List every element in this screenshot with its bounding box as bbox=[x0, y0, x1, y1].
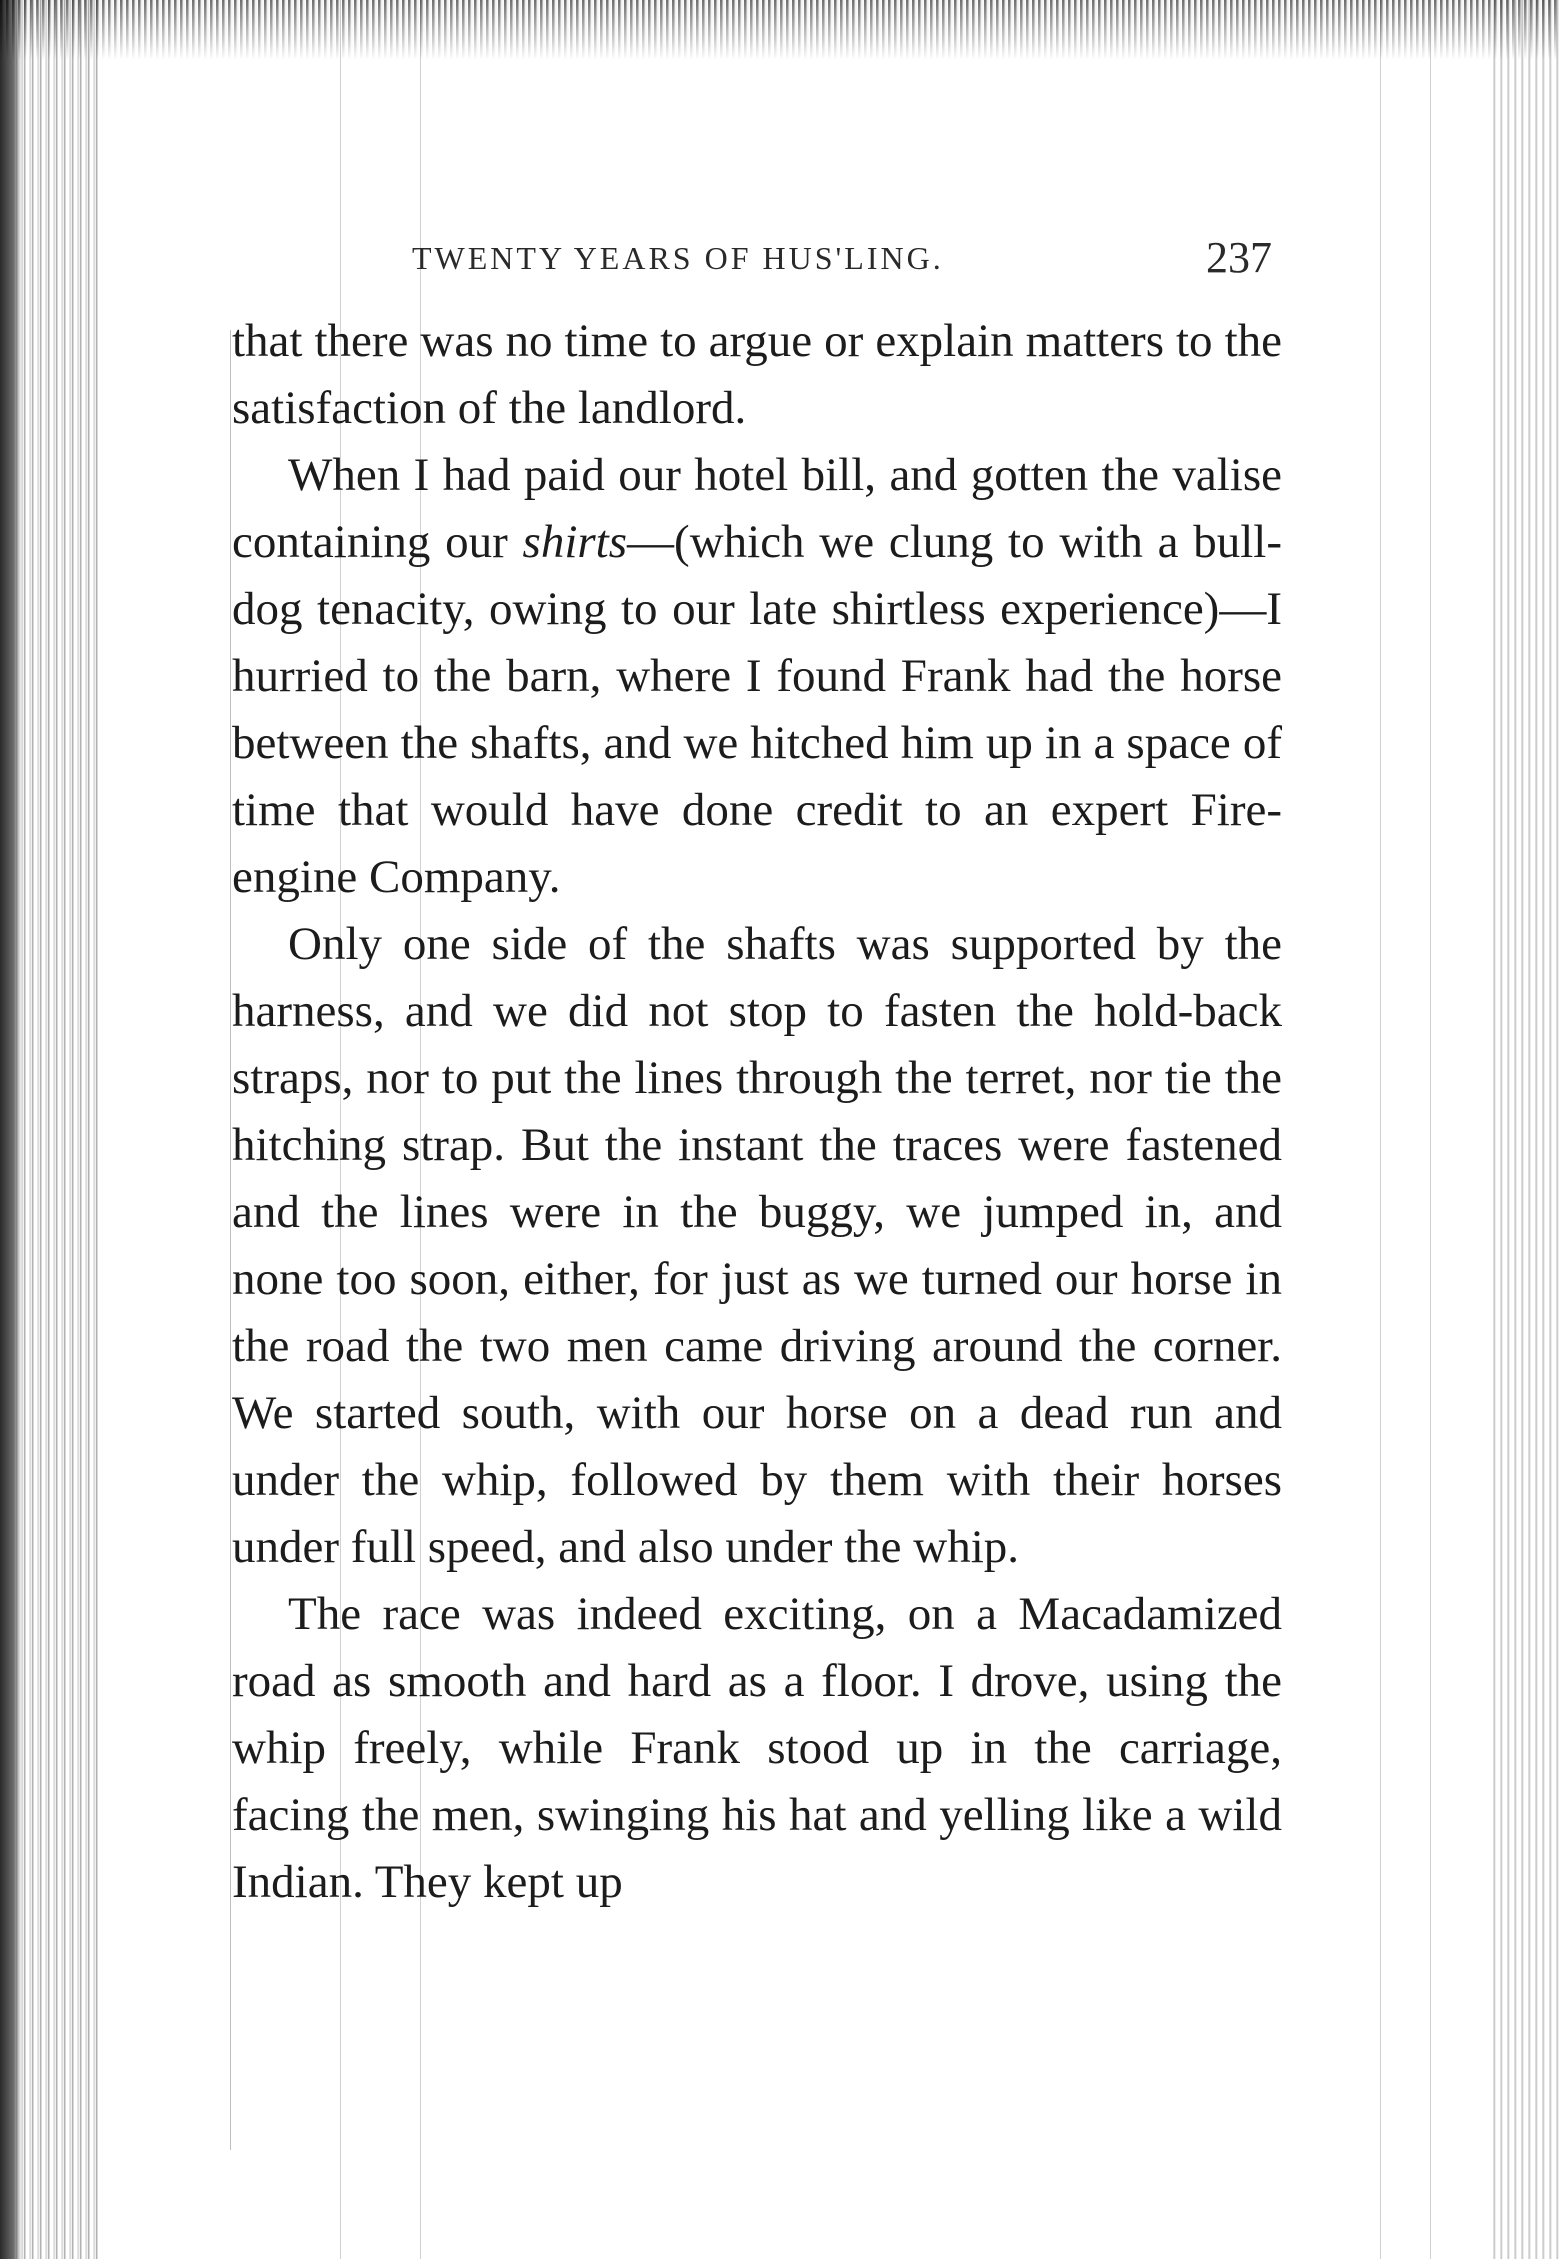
paragraph-continuation bbox=[232, 308, 1282, 442]
paragraph-race bbox=[232, 1581, 1282, 1916]
scan-streak bbox=[1430, 0, 1431, 2259]
paragraph-text: Only one side of the shafts was supported by the harness, and we did not stop to fasten the hold-back straps, nor to put the lines through the terret, nor tie the hitching strap. But the instant the traces were fastened and the lines were in the buggy, we jumped in, and none too soon, either, for just as we turned our horse in the road the two men came driving around the corner. We started south, with our horse on a dead run and under the whip, followed by them with their horses under full speed, and also under the whip. bbox=[232, 918, 1282, 1573]
paragraph-text: The race was indeed exciting, on a Macadamized road as smooth and hard as a floor. I drove, using the whip freely, while Frank stood up in the carriage, facing the men, swinging his hat and yelling like a wild Indian. They kept up bbox=[232, 1588, 1282, 1908]
scan-edge-right bbox=[1489, 0, 1559, 2259]
running-title: TWENTY YEARS OF HUS'LING. bbox=[412, 240, 944, 276]
paragraph-shafts bbox=[232, 911, 1282, 1581]
paragraph-text: that there was no time to argue or explain matters to the satisfaction of the landlord. bbox=[232, 315, 1282, 434]
paragraph-hotel-bill bbox=[232, 442, 1282, 911]
running-head bbox=[232, 233, 1282, 300]
paragraph-text: —(which we clung to with a bull-dog tenacity, owing to our late shirtless experience)—I hurried to the barn, where I found Frank had the horse between the shafts, and we hitched him up in a space of time that would have done credit to an expert Fire-engine Company. bbox=[232, 516, 1282, 903]
scan-edge-top bbox=[0, 0, 1559, 60]
book-page bbox=[232, 233, 1282, 1916]
italic-word-shirts: shirts bbox=[522, 516, 628, 568]
scan-shadow-left bbox=[0, 0, 22, 2259]
scan-streak bbox=[1380, 0, 1381, 2259]
page-number: 237 bbox=[1206, 233, 1272, 282]
scan-margin-line bbox=[230, 330, 231, 2150]
paragraph-text: When I had paid our hotel bill, and gotten the valise containing our bbox=[232, 449, 1282, 568]
body-text bbox=[232, 308, 1282, 1916]
